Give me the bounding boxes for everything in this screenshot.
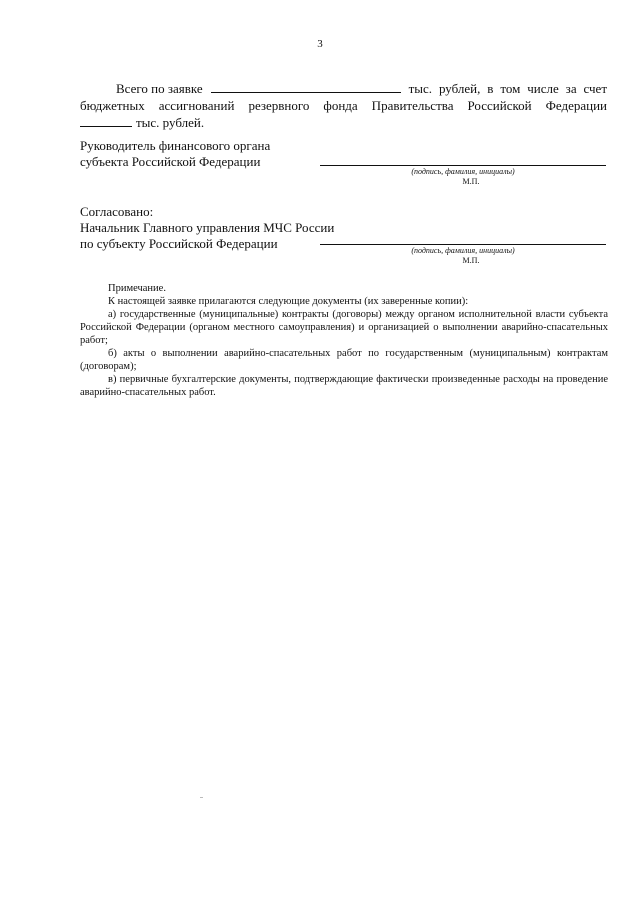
note-item-a: а) государственные (муниципальные) контракты (договоры) между органом исполнительной власти субъекта Российской Федерации (органом местного самоуправления) и организацией о выполнении аварийно-спасательных работ; xyxy=(80,309,608,346)
finance-head-seal-mark: М.П. xyxy=(462,177,480,186)
finance-head-title xyxy=(80,138,270,170)
note-title: Примечание. xyxy=(108,283,166,294)
agreed-label: Согласовано: xyxy=(80,204,154,219)
note-section xyxy=(80,282,608,399)
agreed-line-2: по субъекту Российской Федерации xyxy=(80,236,278,251)
total-line-1 xyxy=(80,80,607,97)
total-line-2: бюджетных ассигнований резервного фонда Правительства Российской Федерации xyxy=(80,98,607,113)
agreed-signature-line xyxy=(320,244,606,245)
total-unit-text: тыс. рублей, в том числе за счет xyxy=(408,81,607,96)
finance-head-line-2: субъекта Российской Федерации xyxy=(80,154,261,169)
note-item-c: в) первичные бухгалтерские документы, подтверждающие фактически произведенные расходы на проведение аварийно-спасательных работ. xyxy=(80,374,608,398)
agreed-block xyxy=(80,204,334,252)
note-intro: К настоящей заявке прилагаются следующие документы (их заверенные копии): xyxy=(108,296,469,307)
total-line-3 xyxy=(80,114,204,131)
reserve-unit-text: тыс. рублей. xyxy=(136,115,205,130)
finance-head-signature-line xyxy=(320,165,606,166)
reserve-amount-blank xyxy=(80,114,132,127)
finance-head-line-1: Руководитель финансового органа xyxy=(80,138,271,153)
page-number: 3 xyxy=(317,38,323,50)
agreed-signature-caption: (подпись, фамилия, инициалы) xyxy=(411,246,515,255)
note-item-b: б) акты о выполнении аварийно-спасательных работ по государственным (муниципальным) контрактам (договорам); xyxy=(80,348,608,372)
agreed-seal-mark: М.П. xyxy=(462,256,480,265)
scan-speck xyxy=(200,797,203,798)
total-label: Всего по заявке xyxy=(116,81,203,96)
total-amount-blank xyxy=(211,80,401,93)
finance-head-signature-caption: (подпись, фамилия, инициалы) xyxy=(411,167,515,176)
agreed-line-1: Начальник Главного управления МЧС России xyxy=(80,220,335,235)
